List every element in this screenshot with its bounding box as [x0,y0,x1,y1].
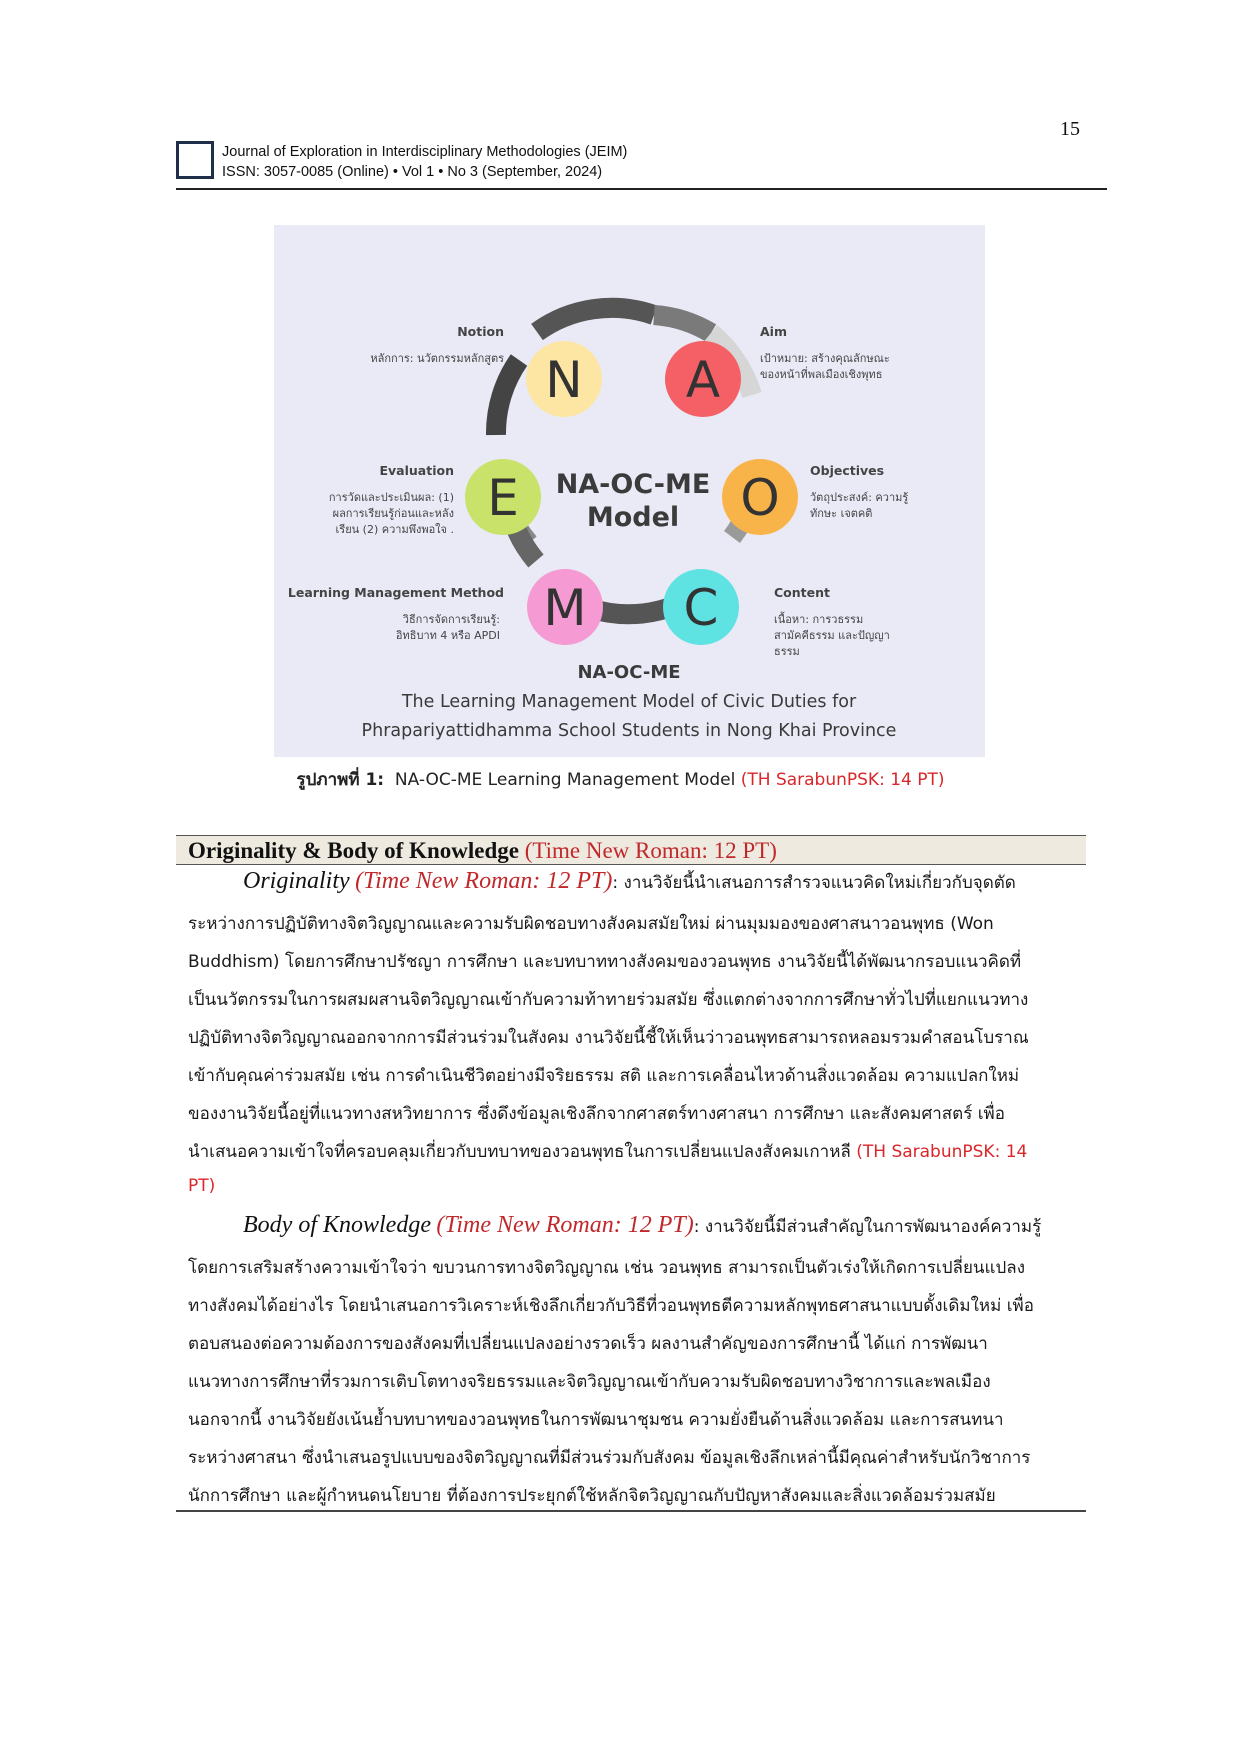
originality-line-2: Buddhism) โดยการศึกษาปรัชญา การศึกษา และบทบาททางสังคมของวอนพุทธ งานวิจัยนี้ได้พัฒนากรอบแนวคิดที่ [188,952,1022,972]
objectives-heading: Objectives [810,463,885,478]
evaluation-desc-1: การวัดและประเมินผล: (1) [328,491,454,504]
center-title-2: Model [586,502,680,533]
originality-label: Originality [243,868,350,894]
originality-note-b: PT) [188,1176,216,1196]
journal-name: Journal of Exploration in Interdisciplinary Methodologies (JEIM) [222,144,628,160]
node-a-letter: A [685,351,721,409]
method-desc-1: วิธีการจัดการเรียนรู้: [402,613,500,626]
ring-segment [537,308,654,332]
originality-line-4: ปฏิบัติทางจิตวิญญาณออกจากการมีส่วนร่วมในสังคม งานวิจัยนี้ชี้ให้เห็นว่าวอนพุทธสามารถหลอมรวมคำสอนโบราณ [188,1028,1029,1048]
caption-note: (TH SarabunPSK: 14 PT) [740,770,945,790]
originality-line-6: ของงานวิจัยนี้อยู่ที่แนวทางสหวิทยาการ ซึ่งดึงข้อมูลเชิงลึกจากศาสตร์ทางศาสนา การศึกษา และสังคมศาสตร์ เพื่อ [188,1104,1005,1124]
aim-desc-1: เป้าหมาย: สร้างคุณลักษณะ [760,352,890,365]
bok-line-4: แนวทางการศึกษาที่รวมการเติบโตทางจริยธรรมและจิตวิญญาณเข้ากับความรับผิดชอบทางวิชาการและพลเมือง [188,1372,991,1392]
node-c [663,569,739,645]
bok-label-note: (Time New Roman: 12 PT) [436,1212,694,1238]
evaluation-desc-3: เรียน (2) ความพึงพอใจ . [335,523,454,536]
content-desc-1: เนื้อหา: การวธรรม [774,613,864,626]
header-divider [176,188,1107,190]
originality-label-note: (Time New Roman: 12 PT) [355,868,613,894]
node-e-letter: E [487,469,519,527]
originality-line-3: เป็นนวัตกรรมในการผสมผสานจิตวิญญาณเข้ากับความท้าทายร่วมสมัย ซึ่งแตกต่างจากการศึกษาทั่วไปที่แยกแนวทาง [188,990,1029,1010]
objectives-desc-1: วัตถุประสงค์: ความรู้ [810,491,909,504]
bok-line-7: นักการศึกษา และผู้กำหนดนโยบาย ที่ต้องการประยุกต์ใช้หลักจิตวิญญาณกับปัญหาสังคมและสิ่งแวดล้อมร่วมสมัย [188,1486,996,1506]
section-heading-note: (Time New Roman: 12 PT) [524,838,777,863]
content-desc-2: สามัคคีธรรม และปัญญา [774,629,890,642]
model-diagram [274,225,985,757]
ring-segment [654,315,711,333]
bok-line-2: ทางสังคมได้อย่างไร โดยนำเสนอการวิเคราะห์เชิงลึกเกี่ยวกับวิธีที่วอนพุทธตีความหลักพุทธศาสนาแบบดั้งเดิมใหม่ เพื่อ [188,1296,1034,1316]
caption-text: NA-OC-ME Learning Management Model [394,770,736,790]
node-m-letter: M [543,579,587,637]
caption-label: รูปภาพที่ 1: [296,770,385,790]
bok-line-3: ตอบสนองต่อความต้องการของสังคมที่เปลี่ยนแปลงอย่างรวดเร็ว ผลงานสำคัญของการศึกษานี้ ได้แก่ การพัฒนา [188,1334,988,1354]
node-n-letter: N [545,351,583,409]
center-title-1: NA-OC-ME [555,469,711,500]
bok-label: Body of Knowledge [243,1212,431,1238]
node-e [465,459,541,535]
figure-bottom-title: NA-OC-ME [577,662,681,683]
bok-line-6: ระหว่างศาสนา ซึ่งนำเสนอรูปแบบของจิตวิญญาณที่มีส่วนร่วมกับสังคม ข้อมูลเชิงลึกเหล่านี้มีคุณค่าสำหรับนักวิชาการ [188,1448,1031,1468]
bok-line-0: : งานวิจัยนี้มีส่วนสำคัญในการพัฒนาองค์ความรู้ [693,1217,1042,1237]
originality-line-1: ระหว่างการปฏิบัติทางจิตวิญญาณและความรับผิดชอบทางสังคมสมัยใหม่ ผ่านมุมมองของศาสนาวอนพุทธ (Won [188,914,994,934]
bok-line-5: นอกจากนี้ งานวิจัยยังเน้นย้ำบทบาทของวอนพุทธในการพัฒนาชุมชน ความยั่งยืนด้านสิ่งแวดล้อม และการสนทนา [188,1410,1004,1430]
node-o-letter: O [740,469,780,527]
figure-caption [0,766,1241,793]
node-a [665,341,741,417]
notion-heading: Notion [457,324,504,339]
section-heading: Originality & Body of Knowledge [188,838,519,863]
model-figure [274,225,985,757]
originality-line-0: : งานวิจัยนี้นำเสนอการสำรวจแนวคิดใหม่เกี่ยวกับจุดตัด [612,873,1016,893]
content-heading: Content [774,585,830,600]
aim-desc-2: ของหน้าที่พลเมืองเชิงพุทธ [760,368,883,381]
journal-header [222,142,627,182]
content-desc-3: ธรรม [774,645,800,658]
method-heading: Learning Management Method [287,585,504,600]
node-c-letter: C [683,579,719,637]
evaluation-desc-2: ผลการเรียนรู้ก่อนและหลัง [332,507,454,520]
originality-note-a: (TH SarabunPSK: 14 [856,1142,1028,1162]
journal-logo [176,141,214,179]
objectives-desc-2: ทักษะ เจตคติ [810,507,873,520]
section-bottom-divider [176,1510,1086,1512]
evaluation-heading: Evaluation [379,463,454,478]
figure-bottom-line-2: Phrapariyattidhamma School Students in Nong Khai Province [361,721,897,741]
notion-desc: หลักการ: นวัตกรรมหลักสูตร [370,352,504,365]
originality-line-5: เข้ากับคุณค่าร่วมสมัย เช่น การดำเนินชีวิตอย่างมีจริยธรรม สติ และการเคลื่อนไหวด้านสิ่งแวดล้อม ความแปลกใหม่ [188,1066,1020,1086]
node-o [722,459,798,535]
originality-line-7: นำเสนอความเข้าใจที่ครอบคลุมเกี่ยวกับบทบาทของวอนพุทธในการเปลี่ยนแปลงสังคมเกาหลี [188,1142,851,1162]
ring-segment [496,360,519,435]
node-n [526,341,602,417]
section-heading-bar [176,835,1086,865]
method-desc-2: อิทธิบาท 4 หรือ APDI [395,629,500,642]
page-number: 15 [1060,118,1080,140]
node-m [527,569,603,645]
aim-heading: Aim [760,324,787,339]
figure-bottom-line-1: The Learning Management Model of Civic Duties for [401,692,857,712]
journal-issn: ISSN: 3057-0085 (Online) • Vol 1 • No 3 (September, 2024) [222,164,603,180]
bok-line-1: โดยการเสริมสร้างความเข้าใจว่า ขบวนการทางจิตวิญญาณ เช่น วอนพุทธ สามารถเป็นตัวเร่งให้เกิดการเปลี่ยนแปลง [188,1258,1026,1278]
